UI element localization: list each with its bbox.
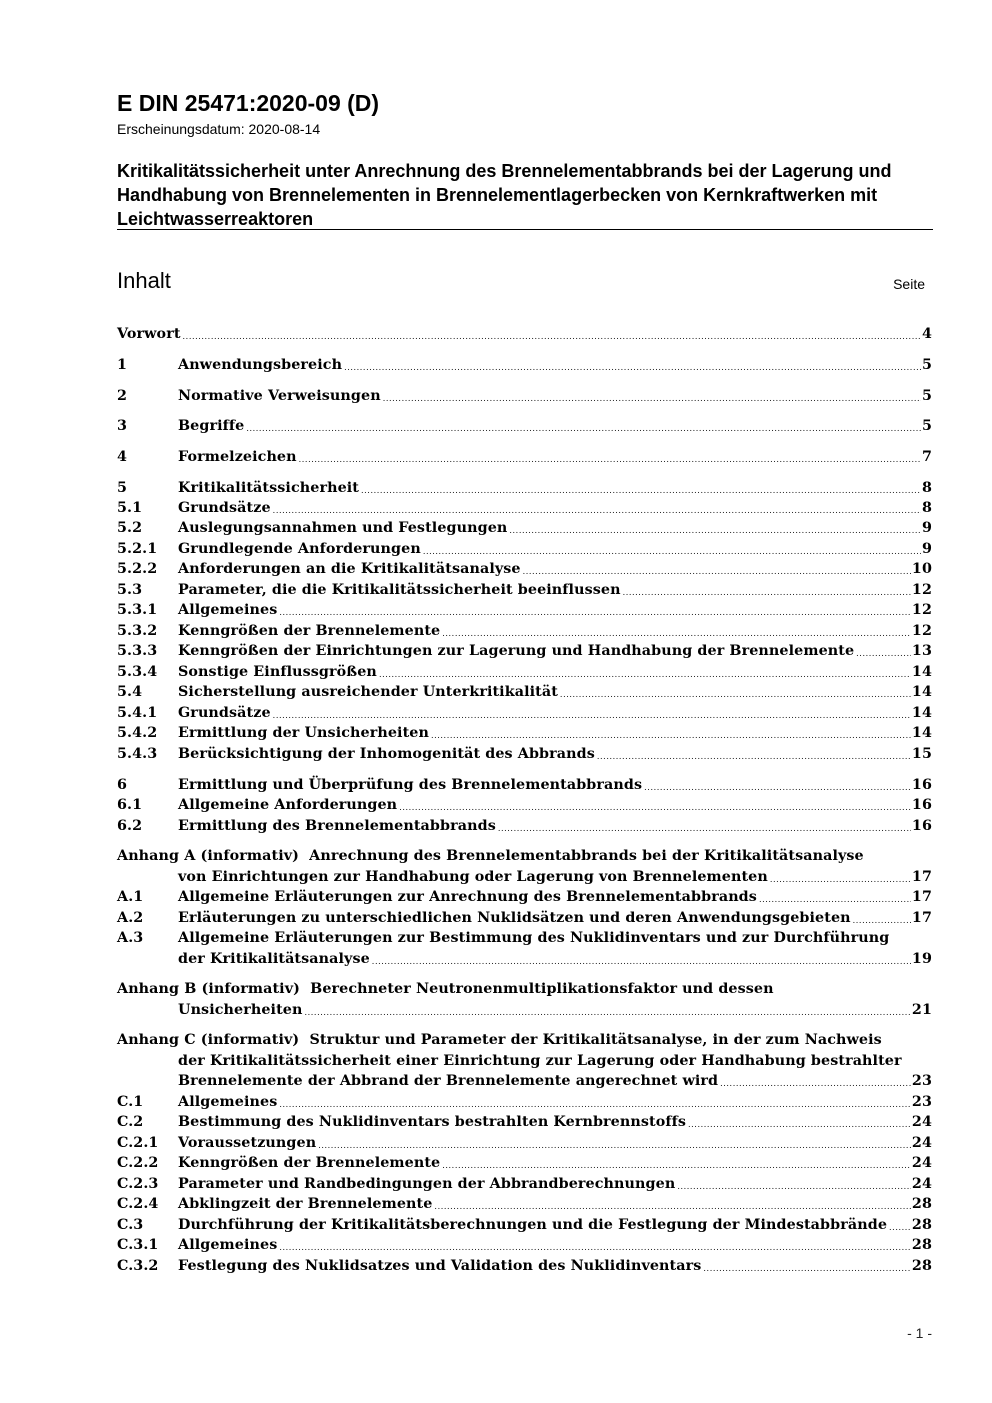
toc-entry-page: 24 (911, 1176, 932, 1192)
toc-entry-page: 5 (921, 357, 932, 373)
toc-entry-page: 19 (911, 951, 932, 967)
toc-entry-page: 28 (911, 1217, 932, 1233)
toc-entry-number: 5.4.3 (117, 746, 158, 762)
toc-entry-title: Allgemeines (178, 1094, 278, 1110)
toc-entry[interactable] (117, 867, 932, 888)
toc-entry-number: 5.3.1 (117, 602, 158, 618)
toc-entry-title: Allgemeine Anforderungen (178, 797, 398, 813)
toc-entry-title-continued: Brennelemente der Abbrand der Brennelemente angerechnet wird (178, 1073, 719, 1089)
toc-entry[interactable] (117, 498, 932, 519)
toc-entry-page: 14 (911, 664, 932, 680)
toc-leader (720, 1075, 911, 1092)
toc-entry-title: Allgemeines (178, 602, 278, 618)
toc-entry-title: Ermittlung des Brennelementabbrands (178, 818, 496, 834)
toc-entry-title: Allgemeine Erläuterungen zur Anrechnung des Brennelementabbrands (178, 889, 757, 905)
toc-entry[interactable] (117, 518, 932, 539)
toc-entry-title: Begriffe (178, 418, 245, 434)
toc-entry-page: 9 (921, 541, 932, 557)
toc-entry-title: Allgemeine Erläuterungen zur Bestimmung des Nuklidinventars und zur Durchführung (178, 930, 890, 946)
toc-entry-page: 24 (911, 1114, 932, 1130)
toc-entry-page: 5 (921, 418, 932, 434)
toc-entry-page: 21 (911, 1002, 932, 1018)
toc-entry-page: 17 (911, 889, 932, 905)
toc-annex-heading[interactable] (117, 846, 864, 867)
toc-entry-title: Formelzeichen (178, 449, 297, 465)
toc-entry-page: 24 (911, 1135, 932, 1151)
toc-leader (442, 1157, 911, 1174)
toc-entry-number: 4 (117, 449, 128, 465)
toc-leader (372, 953, 911, 970)
toc-entry-number: C.2.1 (117, 1135, 159, 1151)
toc-entry-number: 5.4.2 (117, 725, 158, 741)
toc-entry[interactable] (117, 744, 932, 765)
toc-entry-page: 12 (911, 623, 932, 639)
toc-entry-title: Allgemeines (178, 1237, 278, 1253)
toc-entry-title: Parameter und Randbedingungen der Abbrandberechnungen (178, 1176, 676, 1192)
toc-entry[interactable] (117, 795, 932, 816)
toc-entry[interactable] (117, 580, 932, 601)
toc-entry-title-continued: Unsicherheiten (178, 1002, 303, 1018)
toc-entry-number: C.3.1 (117, 1237, 159, 1253)
toc-entry-number: 5 (117, 480, 128, 496)
toc-leader (361, 482, 921, 499)
toc-leader (523, 563, 911, 580)
toc-entry[interactable] (117, 723, 932, 744)
toc-entry-title: Kenngrößen der Brennelemente (178, 1155, 441, 1171)
toc-leader (273, 707, 911, 724)
toc-entry-number: C.2 (117, 1114, 144, 1130)
toc-entry-page: 17 (911, 910, 932, 926)
toc-leader (279, 1096, 911, 1113)
toc-entry-page: 14 (911, 725, 932, 741)
toc-leader (399, 799, 911, 816)
toc-entry[interactable] (117, 1194, 932, 1215)
toc-entry-page: 28 (911, 1196, 932, 1212)
toc-entry[interactable] (117, 1215, 932, 1236)
title-divider (117, 229, 933, 230)
toc-leader (759, 891, 911, 908)
toc-entry-page: 28 (911, 1258, 932, 1274)
toc-entry-title: Festlegung des Nuklidsatzes und Validation des Nuklidinventars (178, 1258, 702, 1274)
toc-entry-page: 10 (911, 561, 932, 577)
toc-leader (770, 871, 911, 888)
toc-entry-title: Kenngrößen der Einrichtungen zur Lagerung und Handhabung der Brennelemente (178, 643, 855, 659)
toc-leader (431, 727, 911, 744)
toc-entry-heading[interactable] (117, 928, 890, 949)
toc-entry-page: 23 (911, 1094, 932, 1110)
toc-leader (498, 820, 911, 837)
toc-entry-page: 9 (921, 520, 932, 536)
toc-entry[interactable] (117, 816, 932, 837)
toc-entry-title: Berechneter Neutronenmultiplikationsfaktor und dessen (310, 981, 774, 997)
toc-entry-title: Grundsätze (178, 500, 271, 516)
toc-entry-number: 5.1 (117, 500, 143, 516)
toc-leader (379, 666, 911, 683)
toc-entry-title-continued: der Kritikalitätsanalyse (178, 951, 370, 967)
toc-entry-page: 28 (911, 1237, 932, 1253)
toc-entry[interactable] (117, 1092, 932, 1113)
toc-entry-title: Vorwort (117, 326, 181, 342)
toc-entry-page: 8 (921, 480, 932, 496)
toc-entry[interactable] (117, 1174, 932, 1195)
toc-entry-number: 5.2 (117, 520, 143, 536)
toc-entry-number: 2 (117, 388, 128, 404)
toc-entry[interactable] (117, 887, 932, 908)
toc-entry-number: Anhang B (informativ) (117, 981, 300, 997)
toc-entry[interactable] (117, 1133, 932, 1154)
toc-entry-number: 5.3.3 (117, 643, 158, 659)
toc-entry-page: 4 (921, 326, 932, 342)
toc-entry-title: Ermittlung der Unsicherheiten (178, 725, 429, 741)
toc-entry-number: 1 (117, 357, 128, 373)
toc-leader (273, 502, 921, 519)
toc-entry-title: Grundlegende Anforderungen (178, 541, 421, 557)
toc-entry-title: Normative Verweisungen (178, 388, 381, 404)
toc-entry-number: 5.3 (117, 582, 143, 598)
toc-entry[interactable] (117, 559, 932, 580)
toc-entry-title: Anforderungen an die Kritikalitätsanalyse (178, 561, 521, 577)
toc-leader (703, 1260, 910, 1277)
toc-leader (183, 328, 921, 345)
toc-entry-number: 5.4.1 (117, 705, 158, 721)
toc-entry-number: A.3 (117, 930, 144, 946)
toc-leader (688, 1116, 911, 1133)
toc-entry-title: Berücksichtigung der Inhomogenität des Abbrands (178, 746, 595, 762)
toc-leader (889, 1219, 911, 1236)
toc-entry-page: 13 (911, 643, 932, 659)
toc-entry-number: 5.4 (117, 684, 143, 700)
toc-entry[interactable] (117, 600, 932, 621)
publication-date: Erscheinungsdatum: 2020-08-14 (117, 121, 321, 137)
toc-annex-heading[interactable] (117, 979, 774, 1000)
toc-entry[interactable] (117, 775, 932, 796)
toc-entry-page: 23 (911, 1073, 932, 1089)
toc-annex-heading-continued: der Kritikalitätssicherheit einer Einrichtung zur Lagerung oder Handhabung bestrahlter (178, 1053, 902, 1069)
toc-heading: Inhalt (117, 268, 171, 293)
toc-entry-title: Durchführung der Kritikalitätsberechnungen und die Festlegung der Mindestabbrände (178, 1217, 888, 1233)
toc-leader (560, 686, 911, 703)
toc-leader (623, 584, 911, 601)
toc-entry[interactable] (117, 386, 932, 407)
toc-leader (644, 779, 911, 796)
toc-entry-title: Auslegungsannahmen und Festlegungen (178, 520, 508, 536)
toc-leader (509, 522, 921, 539)
toc-entry[interactable] (117, 355, 932, 376)
toc-leader (279, 604, 911, 621)
toc-entry-title: Sonstige Einflussgrößen (178, 664, 377, 680)
toc-entry-title: Parameter, die die Kritikalitätssicherheit beeinflussen (178, 582, 621, 598)
toc-entry-page: 15 (911, 746, 932, 762)
toc-entry-number: 6.1 (117, 797, 143, 813)
toc-entry-title: Sicherstellung ausreichender Unterkritikalität (178, 684, 558, 700)
toc-leader (597, 748, 911, 765)
toc-entry[interactable] (117, 1235, 932, 1256)
page-number: - 1 - (907, 1325, 932, 1341)
toc-entry[interactable] (117, 1071, 932, 1092)
toc-entry-number: C.2.4 (117, 1196, 159, 1212)
toc-entry[interactable] (117, 703, 932, 724)
document-id: E DIN 25471:2020-09 (D) (117, 90, 380, 116)
toc-entry-number: 6.2 (117, 818, 143, 834)
toc-entry-page: 16 (911, 777, 932, 793)
toc-entry-number: 6 (117, 777, 128, 793)
toc-entry-number: A.2 (117, 910, 144, 926)
toc-entry-number: Anhang A (informativ) (117, 848, 299, 864)
toc-entry-page: 12 (911, 602, 932, 618)
toc-entry-number: Anhang C (informativ) (117, 1032, 300, 1048)
toc-entry[interactable] (117, 324, 932, 345)
toc-leader (246, 420, 921, 437)
toc-entry[interactable] (117, 641, 932, 662)
toc-leader (856, 645, 911, 662)
toc-entry-title-continued: von Einrichtungen zur Handhabung oder Lagerung von Brennelementen (178, 869, 768, 885)
toc-leader (305, 1004, 911, 1021)
toc-leader (423, 543, 921, 560)
toc-entry[interactable] (117, 949, 932, 970)
toc-entry-page: 7 (921, 449, 932, 465)
toc-entry-page: 17 (911, 869, 932, 885)
toc-entry[interactable] (117, 447, 932, 468)
toc-entry-number: 5.2.2 (117, 561, 158, 577)
toc-entry-title: Voraussetzungen (178, 1135, 317, 1151)
toc-entry-page: 16 (911, 818, 932, 834)
toc-leader (318, 1137, 911, 1154)
toc-entry-number: C.2.3 (117, 1176, 159, 1192)
toc-entry[interactable] (117, 416, 932, 437)
toc-entry[interactable] (117, 1256, 932, 1277)
toc-page-label: Seite (893, 276, 925, 292)
toc-entry-title: Kritikalitätssicherheit (178, 480, 360, 496)
toc-entry-number: C.2.2 (117, 1155, 159, 1171)
toc-entry[interactable] (117, 908, 932, 929)
toc-entry-title: Ermittlung und Überprüfung des Brennelementabbrands (178, 777, 643, 793)
toc-entry-number: C.1 (117, 1094, 144, 1110)
toc-entry-page: 8 (921, 500, 932, 516)
document-title: Kritikalitätssicherheit unter Anrechnung des Brennelementabbrands bei der Lagerung und Handhabung von Brennelementen in Brennelementlagerbecken von Kernkraftwerken mit Leichtwasserreaktoren (117, 161, 892, 229)
toc-leader (442, 625, 911, 642)
toc-entry-title: Struktur und Parameter der Kritikalitätsanalyse, in der zum Nachweis (309, 1032, 882, 1048)
toc-entry-title: Abklingzeit der Brennelemente (178, 1196, 433, 1212)
toc-entry-number: A.1 (117, 889, 144, 905)
toc-leader (344, 359, 921, 376)
toc-leader (853, 912, 911, 929)
toc-entry-title: Grundsätze (178, 705, 271, 721)
toc-entry-page: 12 (911, 582, 932, 598)
toc-entry-number: 3 (117, 418, 128, 434)
toc-entry[interactable] (117, 662, 932, 683)
toc-leader (677, 1178, 911, 1195)
toc-entry-number: 5.3.4 (117, 664, 158, 680)
toc-entry-title: Erläuterungen zu unterschiedlichen Nuklidsätzen und deren Anwendungsgebieten (178, 910, 851, 926)
toc-entry-title: Anwendungsbereich (178, 357, 343, 373)
toc-entry-page: 14 (911, 705, 932, 721)
toc-entry[interactable] (117, 1000, 932, 1021)
toc-leader (383, 390, 921, 407)
toc-entry-title: Anrechnung des Brennelementabbrands bei der Kritikalitätsanalyse (309, 848, 864, 864)
toc-entry[interactable] (117, 1112, 932, 1133)
toc-leader (299, 451, 921, 468)
toc-entry-page: 24 (911, 1155, 932, 1171)
toc-leader (434, 1198, 910, 1215)
toc-entry-page: 14 (911, 684, 932, 700)
toc-entry-page: 16 (911, 797, 932, 813)
toc-entry-number: 5.3.2 (117, 623, 158, 639)
toc-leader (279, 1239, 911, 1256)
toc-entry-page: 5 (921, 388, 932, 404)
toc-entry[interactable] (117, 682, 932, 703)
toc-entry-number: 5.2.1 (117, 541, 158, 557)
toc-entry-number: C.3 (117, 1217, 144, 1233)
toc-annex-heading[interactable] (117, 1030, 882, 1051)
toc-entry-title: Bestimmung des Nuklidinventars bestrahlten Kernbrennstoffs (178, 1114, 687, 1130)
toc-entry-title: Kenngrößen der Brennelemente (178, 623, 441, 639)
toc-entry[interactable] (117, 1153, 932, 1174)
toc-entry[interactable] (117, 478, 932, 499)
toc-entry[interactable] (117, 621, 932, 642)
toc-entry-number: C.3.2 (117, 1258, 159, 1274)
toc-entry[interactable] (117, 539, 932, 560)
